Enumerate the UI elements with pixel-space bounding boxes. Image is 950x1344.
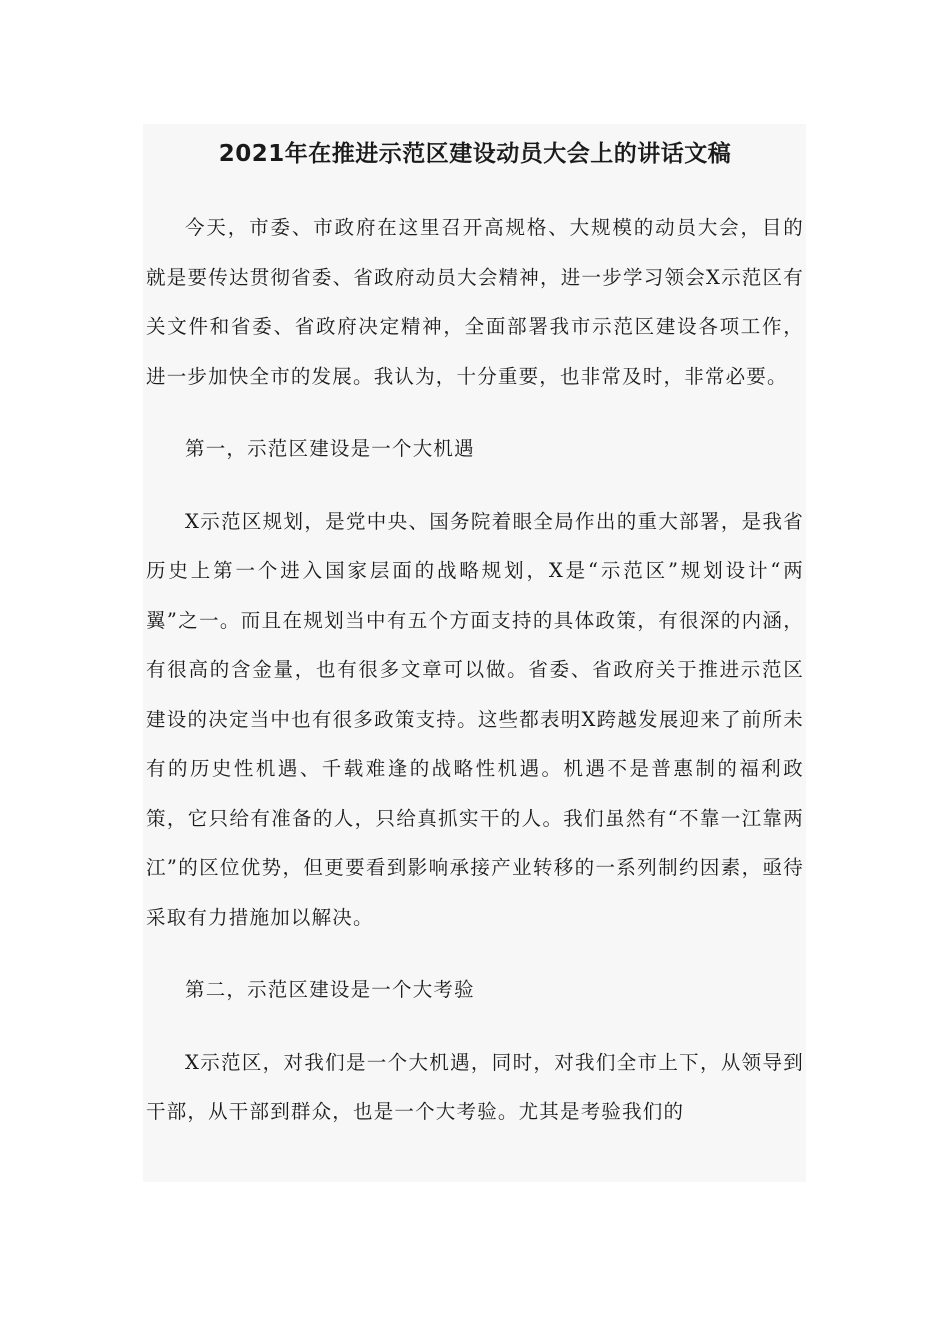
document-body (146, 128, 804, 1137)
paragraph-intro: 今天，市委、市政府在这里召开高规格、大规模的动员大会，目的就是要传达贯彻省委、省政府动员大会精神，进一步学习领会X示范区有关文件和省委、省政府决定精神，全面部署我市示范区建设各项工作，进一步加快全市的发展。我认为，十分重要，也非常及时，非常必要。 (146, 216, 804, 388)
paragraph-section-2: X示范区，对我们是一个大机遇，同时，对我们全市上下，从领导到干部，从干部到群众，也是一个大考验。尤其是考验我们的 (146, 1050, 804, 1123)
section-heading-1: 第一，示范区建设是一个大机遇 (185, 437, 475, 460)
document-title: 2021年在推进示范区建设动员大会上的讲话文稿 (218, 141, 732, 167)
paragraph-section-1: X示范区规划，是党中央、国务院着眼全局作出的重大部署，是我省历史上第一个进入国家层面的战略规划，X是“示范区”规划设计“两翼”之一。而且在规划当中有五个方面支持的具体政策，有很深的内涵，有很高的含金量，也有很多文章可以做。省委、省政府关于推进示范区建设的决定当中也有很多政策支持。这些都表明X跨越发展迎来了前所未有的历史性机遇、千载难逢的战略性机遇。机遇不是普惠制的福利政策，它只给有准备的人，只给真抓实干的人。我们虽然有“不靠一江靠两江”的区位优势，但更要看到影响承接产业转移的一系列制约因素，亟待采取有力措施加以解决。 (146, 509, 804, 929)
section-heading-2: 第二，示范区建设是一个大考验 (185, 978, 475, 1001)
